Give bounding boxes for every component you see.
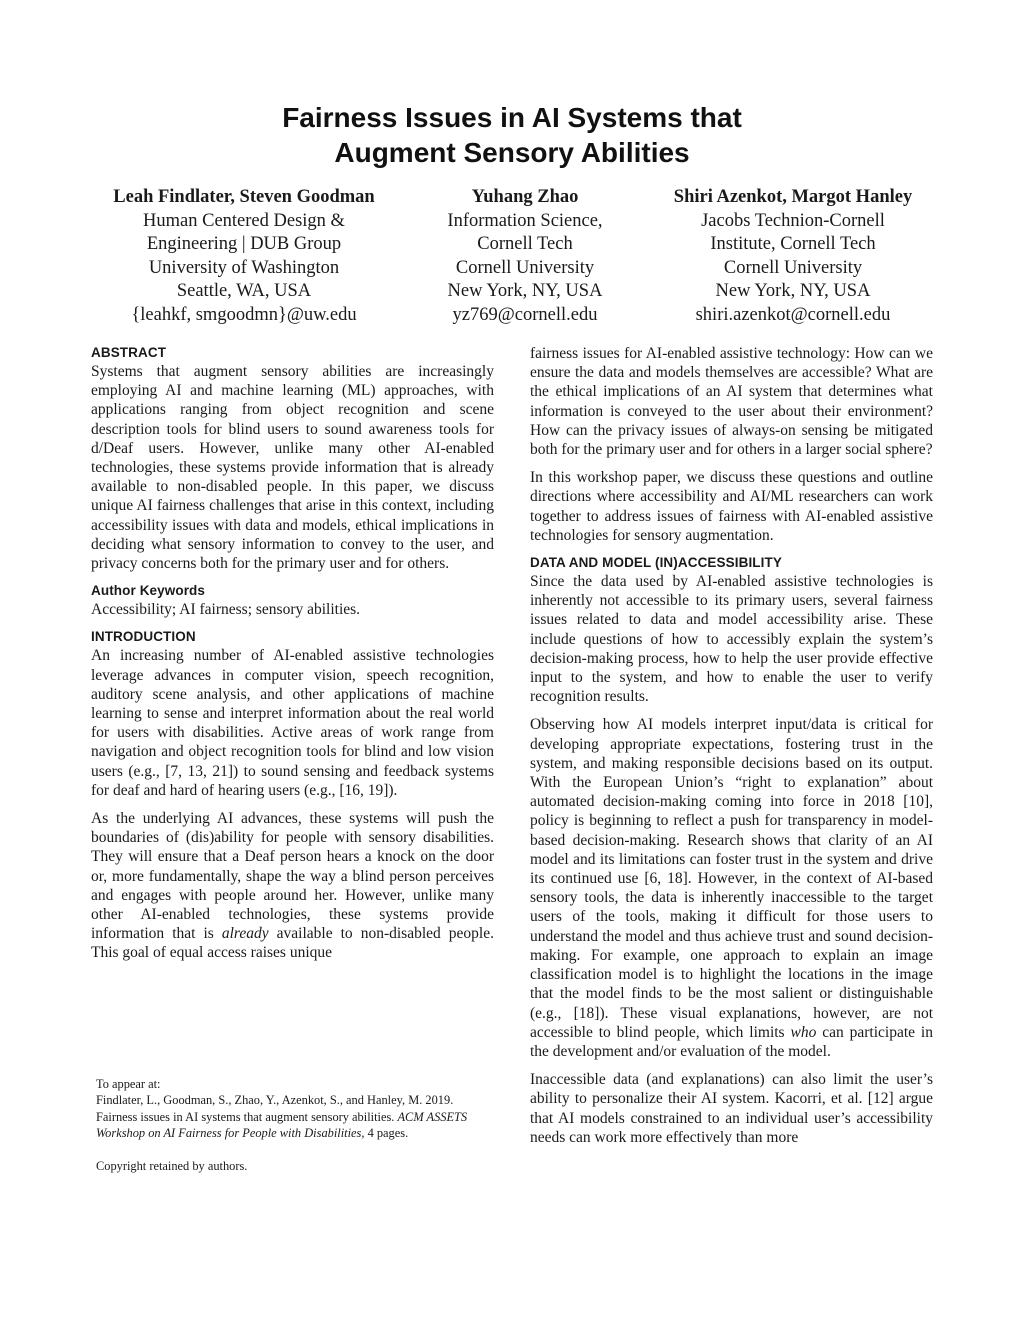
affiliation-line: Cornell University [723,257,863,278]
abstract-text: Systems that augment sensory abilities are increasingly employing AI and machine learning (ML) approaches, with applications ranging from object recognition and scene description tools for blind users to sound awareness tools for d/Deaf users. However, unlike many other AI-enabled technologies, these systems provide information that is already available to non-disabled people. In this paper, we discuss unique AI fairness challenges that arise in this context, including accessibility issues with data and models, ethical implications in deciding what sensory information to convey to the user, and privacy concerns both for the primary user and for others. [91,363,494,573]
affiliation-line: Information Science, [447,210,603,231]
title-line-1: Fairness Issues in AI Systems that [282,102,742,133]
title-line-2: Augment Sensory Abilities [334,137,690,168]
affiliation-line: Seattle, WA, USA [176,281,312,302]
author-group-3 [620,186,966,328]
paper-title [0,100,1024,170]
footnote-spacer [96,1142,506,1158]
affiliation-line: New York, NY, USA [715,281,871,302]
affiliation-line: Cornell University [455,257,595,278]
data-section-paragraph-3: Inaccessible data (and explanations) can also limit the user’s ability to personalize their AI system. Kacorri, et al. [12] argue that AI models constrained to an individual user’s accessibility needs can work more effectively than more [530,1071,933,1146]
copyright-notice: Copyright retained by authors. [96,1158,248,1173]
author-names: Yuhang Zhao [471,187,579,207]
text-run: As the underlying AI advances, these systems will push the boundaries of (dis)ability for people with sensory disabilities. They will ensure that a Deaf person hears a knock on the door or, more fundamentally, shape the way a blind person perceives and engages with people around her. However, unlike many other AI-enabled technologies, these systems provide information that is [91,810,494,943]
introduction-paragraph-3: fairness issues for AI-enabled assistive technology: How can we ensure the data and models themselves are accessible? What are the ethical implications of an AI system that determines what information is conveyed to the user about their environment? How can the privacy issues of always-on sensing be mitigated both for the primary user and for others in a larger social sphere? [530,345,933,459]
author-group-1 [64,186,424,328]
keywords-heading: Author Keywords [91,583,206,599]
introduction-paragraph-2 [91,809,494,963]
affiliation-line: New York, NY, USA [447,281,603,302]
author-names: Shiri Azenkot, Margot Hanley [673,187,913,207]
author-email: yz769@cornell.edu [452,304,598,325]
affiliation-line: University of Washington [148,257,340,278]
citation-footnote [96,1076,506,1174]
affiliation-line: Cornell Tech [477,234,573,255]
emphasis: who [790,1023,817,1041]
emphasis: already [221,925,269,943]
right-column [530,344,933,1156]
abstract-heading: ABSTRACT [91,345,167,360]
footnote-line: To appear at: [96,1077,161,1091]
affiliation-line: Institute, Cornell Tech [710,234,876,255]
footnote-line [96,1109,506,1125]
venue-name: ACM ASSETS [397,1109,468,1124]
author-email: shiri.azenkot@cornell.edu [695,304,891,325]
text-run: , 4 pages. [361,1126,409,1141]
text-run: Observing how AI models interpret input/data is critical for developing appropriate expectations, fostering trust in the system, and making responsible decisions based on its output. With the European Union’s “right to explanation” about automated decision-making coming into force in 2018 [10], policy is beginning to reflect a push for transparency in model-based decision-making. Research shows that clarity of an AI model and its limitations can foster trust in the system and drive its continued use [6, 18]. However, in the context of AI-based sensory tools, the data is inherently inaccessible to the target users of the tools, making it difficult for those users to understand the model and thus achieve trust and sound decision-making. For example, one approach to explain an image classification model is to highlight the locations in the image that the model finds to be the most salient or distinguishable (e.g., [18]). These visual explanations, however, are not accessible to blind people, which limits [530,716,933,1041]
introduction-heading: INTRODUCTION [91,629,196,645]
data-section-paragraph-1: Since the data used by AI-enabled assistive technologies is inherently not accessible to its primary users, several fairness issues related to data and model accessibility arise. These include questions of how to accessibly explain the system’s decision-making process, how to help the user provide effective input to the system, and how to enable the user to verify recognition results. [530,573,933,706]
data-section-paragraph-2 [530,715,933,1061]
data-section-heading: DATA AND MODEL (IN)ACCESSIBILITY [530,555,782,571]
introduction-paragraph-4: In this workshop paper, we discuss these questions and outline directions where accessibility and AI/ML researchers can work together to address issues of fairness with AI-enabled assistive technologies for sensory augmentation. [530,469,933,544]
venue-name: Workshop on AI Fairness for People with Disabilities [96,1126,362,1141]
text-run: available to non-disabled people. This goal of equal access raises unique [91,925,494,962]
footnote-line: Findlater, L., Goodman, S., Zhao, Y., Azenkot, S., and Hanley, M. 2019. [96,1093,454,1108]
text-run: Fairness issues in AI systems that augment sensory abilities. [96,1109,398,1124]
left-column [91,344,494,972]
author-names: Leah Findlater, Steven Goodman [113,187,375,207]
text-run: can participate in the development and/or evaluation of the model. [530,1023,933,1060]
affiliation-line: Jacobs Technion-Cornell [701,210,885,231]
introduction-paragraph-1: An increasing number of AI-enabled assistive technologies leverage advances in computer vision, speech recognition, auditory scene analysis, and other applications of machine learning to sense and interpret information about the real world for users with disabilities. Active areas of work range from navigation and object recognition tools for blind and low vision users (e.g., [7, 13, 21]) to sound sensing and feedback systems for deaf and hard of hearing users (e.g., [16, 19]). [91,647,494,799]
author-email: {leahkf, smgoodmn}@uw.edu [131,304,357,325]
keywords-text: Accessibility; AI fairness; sensory abilities. [91,601,361,619]
affiliation-line: Human Centered Design & [143,210,345,231]
footnote-line [96,1125,506,1141]
affiliation-line: Engineering | DUB Group [146,234,342,255]
